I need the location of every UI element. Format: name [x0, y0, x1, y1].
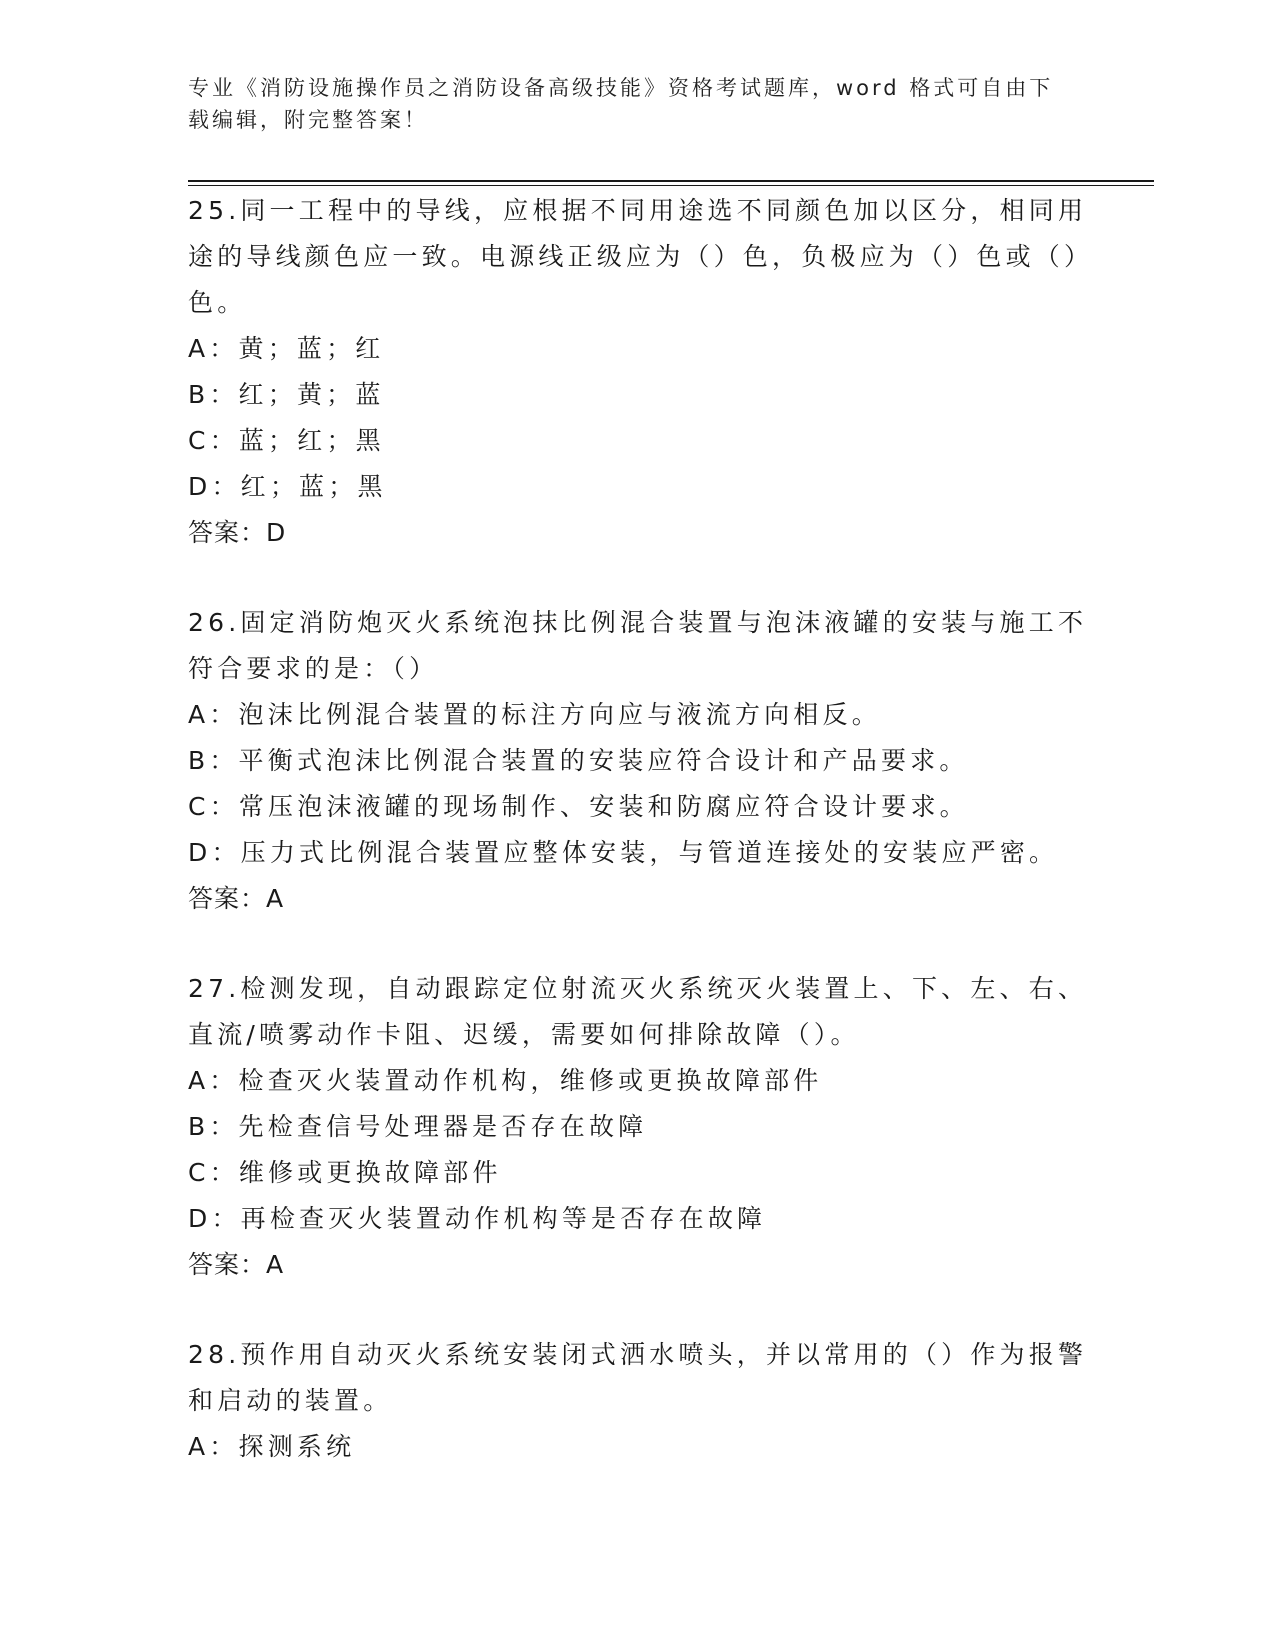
option-c: C：常压泡沫液罐的现场制作、安装和防腐应符合设计要求。	[188, 792, 969, 821]
answer-label: 答案：	[188, 518, 267, 547]
option-b: B：平衡式泡沫比例混合装置的安装应符合设计和产品要求。	[188, 746, 969, 775]
question-28	[188, 1332, 1088, 1470]
document-header-intro: 专业《消防设施操作员之消防设备高级技能》资格考试题库，word 格式可自由下载编辑，附完整答案！	[188, 76, 1054, 132]
answer-line	[188, 510, 1088, 556]
question-list	[188, 188, 1088, 1514]
question-stem: 28.预作用自动灭火系统安装闭式洒水喷头，并以常用的（）作为报警和启动的装置。	[188, 1340, 1088, 1415]
option-c: C：维修或更换故障部件	[188, 1158, 502, 1187]
option-c: C：蓝；红；黑	[188, 426, 385, 455]
question-stem: 27.检测发现，自动跟踪定位射流灭火系统灭火装置上、下、左、右、直流/喷雾动作卡阻、迟缓，需要如何排除故障（）。	[188, 974, 1088, 1049]
answer-value: A	[266, 884, 285, 913]
header-divider-thin	[188, 185, 1154, 186]
question-stem: 25.同一工程中的导线，应根据不同用途选不同颜色加以区分，相同用途的导线颜色应一致。电源线正级应为（）色，负极应为（）色或（）色。	[188, 196, 1088, 317]
header-divider-thick	[188, 180, 1154, 182]
option-b: B：先检查信号处理器是否存在故障	[188, 1112, 648, 1141]
question-27	[188, 966, 1088, 1288]
answer-value: A	[266, 1250, 285, 1279]
option-a: A：探测系统	[188, 1432, 356, 1461]
question-26	[188, 600, 1088, 922]
option-d: D：再检查灭火装置动作机构等是否存在故障	[188, 1204, 767, 1233]
option-a: A：黄；蓝；红	[188, 334, 385, 363]
answer-line	[188, 1242, 1088, 1288]
option-a: A：泡沫比例混合装置的标注方向应与液流方向相反。	[188, 700, 881, 729]
option-a: A：检查灭火装置动作机构，维修或更换故障部件	[188, 1066, 823, 1095]
option-b: B：红；黄；蓝	[188, 380, 385, 409]
question-stem: 26.固定消防炮灭火系统泡抹比例混合装置与泡沫液罐的安装与施工不符合要求的是：（）	[188, 608, 1088, 683]
answer-line	[188, 876, 1088, 922]
option-d: D：红；蓝；黑	[188, 472, 387, 501]
answer-value: D	[266, 518, 287, 547]
question-25	[188, 188, 1088, 556]
answer-label: 答案：	[188, 1250, 267, 1279]
option-d: D：压力式比例混合装置应整体安装，与管道连接处的安装应严密。	[188, 838, 1059, 867]
answer-label: 答案：	[188, 884, 267, 913]
